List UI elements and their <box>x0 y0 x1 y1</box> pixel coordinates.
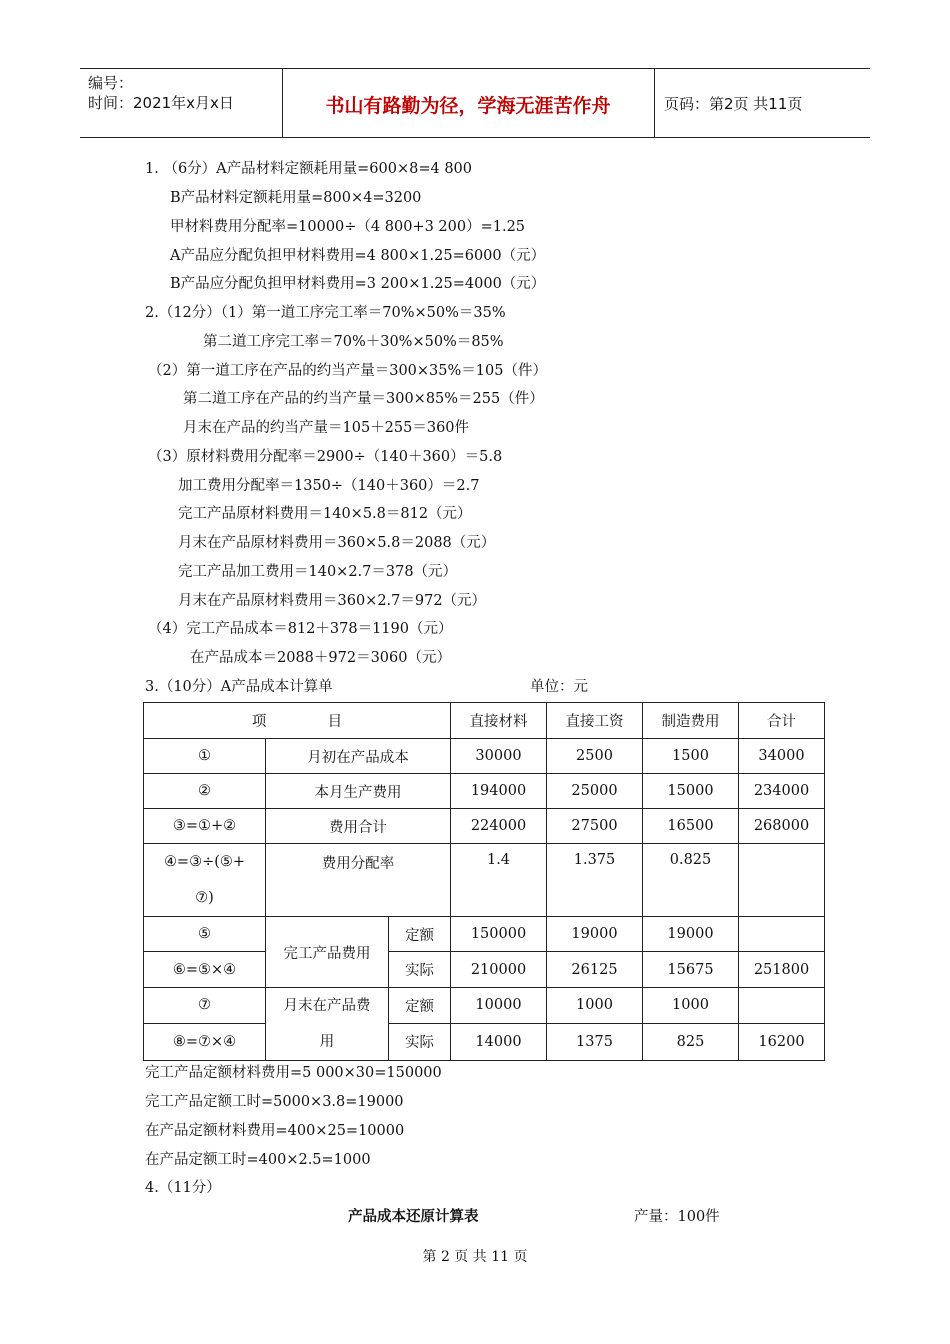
text-line: （2）第一道工序在产品的约当产量＝300×35%＝105（件） <box>148 363 547 379</box>
cell-value: 15675 <box>643 952 739 988</box>
cell-value: 16200 <box>739 1023 825 1060</box>
header-motto: 书山有路勤为径，学海无涯苦作舟 <box>325 95 611 117</box>
row-sub: 实际 <box>389 1023 451 1060</box>
table-row <box>144 809 825 844</box>
cell-value: 25000 <box>547 774 643 809</box>
text-line: B产品材料定额耗用量=800×4=3200 <box>170 190 422 206</box>
q3-title: 3.（10分）A产品成本计算单 <box>145 679 333 695</box>
group-label-line: 月末在产品费 <box>283 998 371 1014</box>
q4-title: 产品成本还原计算表 <box>348 1209 479 1225</box>
text-line: 在产品成本＝2088＋972＝3060（元） <box>190 650 451 666</box>
text-line: A产品应分配负担甲材料费用=4 800×1.25=6000（元） <box>170 248 546 264</box>
row-code: ⑤ <box>144 917 266 952</box>
header-cell: 制造费用 <box>643 703 739 739</box>
cell-value <box>739 844 825 917</box>
row-item: 本月生产费用 <box>266 774 451 809</box>
text-line: （4）完工产品成本＝812＋378＝1190（元） <box>148 621 453 637</box>
cell-value: 234000 <box>739 774 825 809</box>
cell-value: 251800 <box>739 952 825 988</box>
text-line: 1. （6分）A产品材料定额耗用量=600×8=4 800 <box>145 161 472 177</box>
text-line: 加工费用分配率＝1350÷（140＋360）＝2.7 <box>178 478 480 494</box>
text-line: 第二道工序在产品的约当产量＝300×85%＝255（件） <box>183 391 544 407</box>
table-row <box>144 774 825 809</box>
text-line: 2.（12分）（1）第一道工序完工率＝70%×50%＝35% <box>145 305 506 321</box>
group-label: 完工产品费用 <box>266 917 389 988</box>
header-cell-item-a: 项 <box>251 714 267 730</box>
text-line: （3）原材料费用分配率＝2900÷（140＋360）＝5.8 <box>148 449 503 465</box>
row-code: ⑦ <box>144 988 266 1024</box>
row-sub: 实际 <box>389 952 451 988</box>
group-label <box>266 988 389 1061</box>
table-row <box>144 917 825 952</box>
table-row <box>144 1023 825 1060</box>
header-date-label: 时间：2021年x月x日 <box>88 94 234 112</box>
cell-value: 14000 <box>451 1023 547 1060</box>
q3-unit: 单位：元 <box>530 679 588 695</box>
header-number-label: 编号： <box>88 74 134 92</box>
cell-value: 210000 <box>451 952 547 988</box>
note-line: 完工产品定额材料费用=5 000×30=150000 <box>145 1065 442 1081</box>
row-code: ① <box>144 739 266 774</box>
note-line: 在产品定额材料费用=400×25=10000 <box>145 1123 405 1139</box>
cell-value: 1.4 <box>451 844 547 917</box>
cell-value: 19000 <box>643 917 739 952</box>
cell-value: 1500 <box>643 739 739 774</box>
text-line: 月末在产品原材料费用＝360×5.8＝2088（元） <box>178 535 496 551</box>
page-header <box>80 68 870 138</box>
cell-value: 1375 <box>547 1023 643 1060</box>
row-code-line: ⑦) <box>195 890 214 906</box>
table-row <box>144 952 825 988</box>
table-header-row <box>144 703 825 739</box>
header-cell: 直接材料 <box>451 703 547 739</box>
header-divider <box>654 69 655 137</box>
cell-value <box>739 988 825 1024</box>
note-line: 完工产品定额工时=5000×3.8=19000 <box>145 1094 404 1110</box>
cell-value: 10000 <box>451 988 547 1024</box>
cell-value: 825 <box>643 1023 739 1060</box>
header-page-label: 页码：第2页 共11页 <box>664 95 803 113</box>
row-code: ② <box>144 774 266 809</box>
group-label-line: 用 <box>319 1034 335 1050</box>
row-code <box>144 844 266 917</box>
row-item: 费用合计 <box>266 809 451 844</box>
text-line: 甲材料费用分配率=10000÷（4 800+3 200）=1.25 <box>170 219 526 235</box>
cell-value: 27500 <box>547 809 643 844</box>
row-sub: 定额 <box>389 988 451 1024</box>
note-line: 4.（11分） <box>145 1180 221 1196</box>
cell-value: 34000 <box>739 739 825 774</box>
cell-value <box>739 917 825 952</box>
text-line: B产品应分配负担甲材料费用=3 200×1.25=4000（元） <box>170 276 546 292</box>
cell-value: 26125 <box>547 952 643 988</box>
row-code: ③=①+② <box>144 809 266 844</box>
table-row <box>144 739 825 774</box>
cost-table <box>143 702 825 1061</box>
row-code: ⑧=⑦×④ <box>144 1023 266 1060</box>
cell-value: 19000 <box>547 917 643 952</box>
header-cell-item-b: 目 <box>327 714 343 730</box>
cell-value: 1.375 <box>547 844 643 917</box>
text-line: 第二道工序完工率＝70%＋30%×50%＝85% <box>203 334 504 350</box>
row-item: 费用分配率 <box>266 844 451 917</box>
row-code: ⑥=⑤×④ <box>144 952 266 988</box>
header-cell: 合计 <box>739 703 825 739</box>
cell-value: 268000 <box>739 809 825 844</box>
cell-value: 16500 <box>643 809 739 844</box>
row-item: 月初在产品成本 <box>266 739 451 774</box>
cell-value: 2500 <box>547 739 643 774</box>
page-footer: 第 2 页 共 11 页 <box>422 1249 528 1265</box>
text-line: 完工产品原材料费用＝140×5.8＝812（元） <box>178 506 472 522</box>
text-line: 月末在产品原材料费用＝360×2.7＝972（元） <box>178 593 487 609</box>
row-code-line: ④=③÷(⑤+ <box>163 854 246 870</box>
row-sub: 定额 <box>389 917 451 952</box>
q4-output: 产量：100件 <box>634 1209 720 1225</box>
text-line: 完工产品加工费用＝140×2.7＝378（元） <box>178 564 458 580</box>
cell-value: 150000 <box>451 917 547 952</box>
header-cell: 直接工资 <box>547 703 643 739</box>
cell-value: 30000 <box>451 739 547 774</box>
cell-value: 194000 <box>451 774 547 809</box>
note-line: 在产品定额工时=400×2.5=1000 <box>145 1152 371 1168</box>
text-line: 月末在产品的约当产量＝105＋255＝360件 <box>183 420 470 436</box>
header-cell-item <box>144 703 451 739</box>
table-row <box>144 844 825 917</box>
cell-value: 1000 <box>547 988 643 1024</box>
cell-value: 15000 <box>643 774 739 809</box>
cell-value: 1000 <box>643 988 739 1024</box>
cell-value: 224000 <box>451 809 547 844</box>
header-left <box>88 73 234 113</box>
cell-value: 0.825 <box>643 844 739 917</box>
table-row <box>144 988 825 1024</box>
